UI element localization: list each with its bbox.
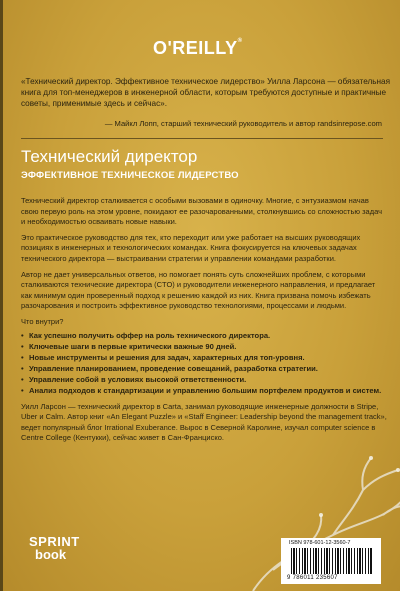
isbn-text: ISBN 978-601-12-3560-7 bbox=[289, 540, 351, 546]
list-item: • Управление собой в условиях высокой ответственности. bbox=[21, 374, 387, 385]
endorsement-author: — Майкл Лопп, старший технический руководитель и автор randsinrepose.com bbox=[104, 119, 382, 128]
book-subtitle: ЭФФЕКТИВНОЕ ТЕХНИЧЕСКОЕ ЛИДЕРСТВО bbox=[21, 170, 239, 181]
list-intro: Что внутри? bbox=[21, 316, 64, 326]
registered-mark: ® bbox=[237, 38, 243, 44]
barcode-icon bbox=[291, 548, 373, 574]
list-item: • Как успешно получить оффер на роль технического директора. bbox=[21, 330, 387, 341]
book-title: Технический директор bbox=[21, 147, 198, 166]
description-paragraph: Это практическое руководство для тех, кто переходит или уже работает на высших руководящих позициях в инженерных и технологических командах. Книга фокусируется на ключевых задачах технического директора — выстраивании стратегии и управлении командами разработки. bbox=[21, 232, 361, 263]
description-paragraph: Автор не дает универсальных ответов, но помогает понять суть сложнейших проблем, с которыми сталкиваются технические директора (CTO) и руководители инженерного направления, и предлагает как минимум один проверенный подход к решению каждой из них. Книга призвана помочь избежать разочарования и построить эффективное руководство технологиями, процессами и людьми. bbox=[21, 269, 376, 311]
list-item: • Новые инструменты и решения для задач, характерных для топ-уровня. bbox=[21, 352, 387, 363]
endorsement-quote: «Технический директор. Эффективное техническое лидерство» Уилла Ларсона — обязательная книга для топ-менеджеров в инженерной области, которым требуются доступные и практичные советы, применимые здесь и сейчас». bbox=[21, 77, 391, 108]
divider bbox=[21, 138, 383, 139]
author-bio: Уилл Ларсон — технический директор в Carta, занимал руководящие инженерные должности в Stripe, Uber и Calm. Автор книг «An Elegant Puzzle» и «Staff Engineer: Leadership beyond the management track», ведет популярный блог Irrational Exuberance. Вырос в Северной Каролине, изучал computer science в Centre College (Кентукки), сейчас живет в Сан-Франциско. bbox=[21, 401, 387, 443]
isbn-barcode bbox=[281, 538, 381, 584]
publisher-logo bbox=[153, 38, 243, 59]
publisher-line1: SPRINT bbox=[29, 534, 80, 549]
description-paragraph: Технический директор сталкивается с особыми вызовами в одиночку. Многие, с энтузиазмом начав свою первую роль на этом уровне, покидают ее разочарованными, столкнувшись со сложностью задач и необходимостью осваивать новые навыки. bbox=[21, 196, 383, 227]
sprint-book-logo bbox=[29, 535, 89, 561]
description bbox=[21, 196, 387, 449]
contents-list bbox=[21, 330, 387, 396]
list-item: • Анализ подходов к стандартизации и управлению большим портфелем продуктов и систем. bbox=[21, 385, 387, 396]
list-item: • Управление планированием, проведение совещаний, разработка стратегии. bbox=[21, 363, 387, 374]
logo-text: O'REILLY bbox=[153, 38, 238, 58]
barcode-digits: 9 786011 235607 bbox=[287, 575, 338, 581]
list-item: • Ключевые шаги в первые критически важные 90 дней. bbox=[21, 341, 387, 352]
publisher-line2: book bbox=[35, 547, 67, 562]
